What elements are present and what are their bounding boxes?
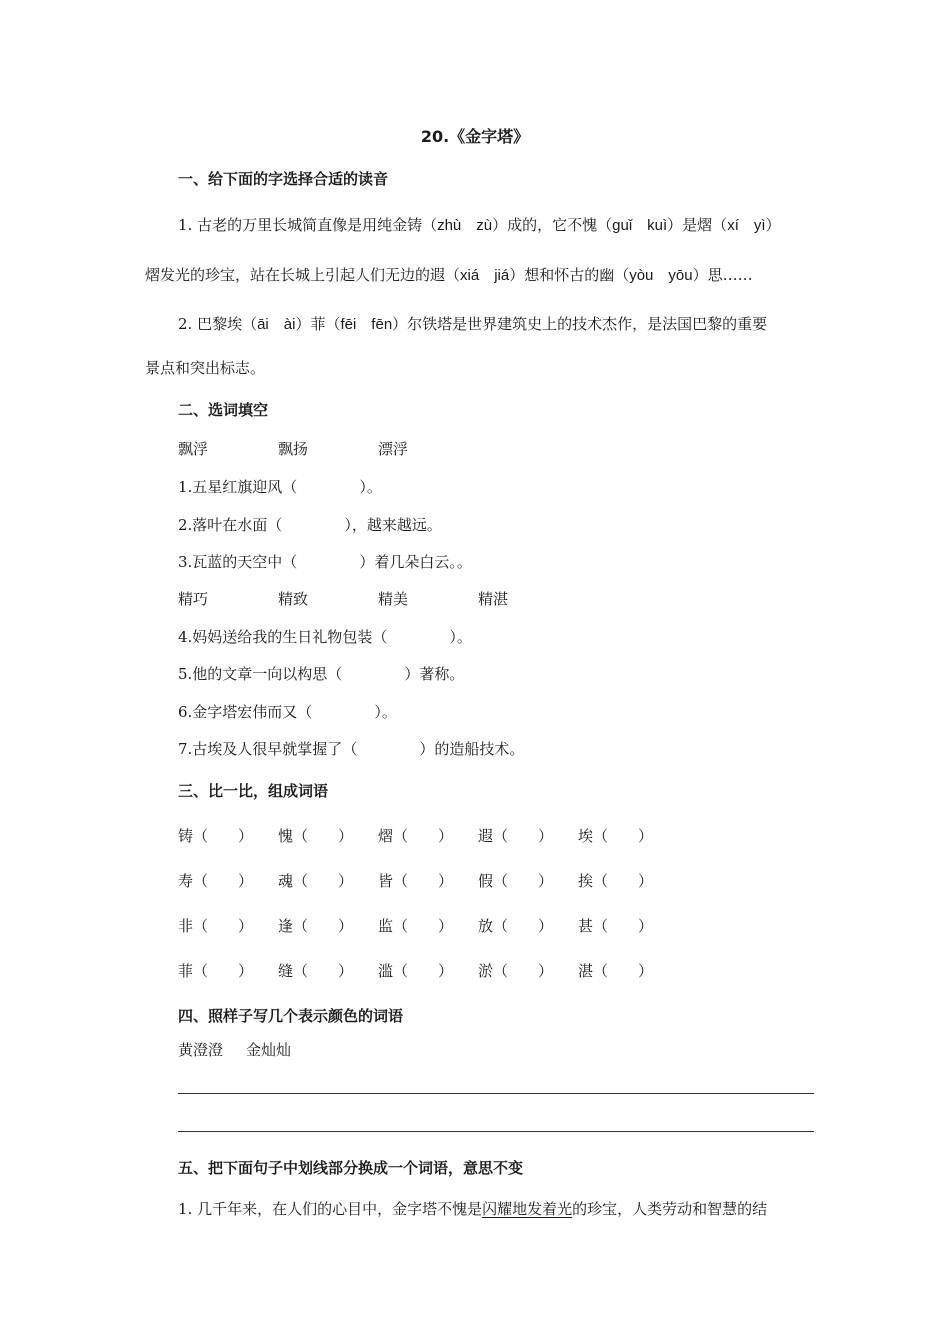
compare-cell <box>178 825 253 846</box>
fill-item-5: 5.他的文章一向以构思（ ）著称。 <box>178 665 465 683</box>
fill-item-1: 1.五星红旗迎风（ ）。 <box>178 478 382 496</box>
compare-char: 非 <box>178 917 194 935</box>
compare-cell <box>278 960 353 981</box>
s1-q2-line1: 2. 巴黎埃（āi ài）菲（fēi fēn）尔铁塔是世界建筑史上的技术杰作，是法国巴黎的重要 <box>178 315 768 333</box>
compare-char: 魂 <box>278 872 294 890</box>
page-title: 20.《金字塔》 <box>420 127 530 146</box>
s1-q1-line2: 熠发光的珍宝，站在长城上引起人们无边的遐（xiá jiá）想和怀古的幽（yòu yōu）思…… <box>145 266 753 284</box>
compare-char: 甚 <box>578 917 594 935</box>
compare-cell <box>578 960 653 981</box>
answer-blank: （ ） <box>193 827 254 845</box>
compare-cell <box>478 825 553 846</box>
word-bank-2-item: 精致 <box>278 590 309 608</box>
compare-char: 寿 <box>178 872 194 890</box>
answer-blank: （ ） <box>193 872 254 890</box>
compare-char: 放 <box>478 917 494 935</box>
compare-char: 淤 <box>478 962 494 980</box>
fill-item-3: 3.瓦蓝的天空中（ ）着几朵白云。。 <box>178 553 472 571</box>
answer-blank: （ ） <box>593 827 654 845</box>
compare-char: 湛 <box>578 962 594 980</box>
compare-cell <box>378 825 453 846</box>
section-2-heading: 二、选词填空 <box>178 401 269 419</box>
answer-line <box>178 1131 814 1132</box>
compare-char: 遐 <box>478 827 494 845</box>
compare-char: 监 <box>378 917 394 935</box>
compare-cell <box>478 870 553 891</box>
compare-cell <box>178 915 253 936</box>
word-bank-1-item: 漂浮 <box>378 440 409 458</box>
word-bank-1-item: 飘浮 <box>178 440 209 458</box>
section-3-heading: 三、比一比，组成词语 <box>178 782 329 800</box>
answer-blank: （ ） <box>393 962 454 980</box>
answer-blank: （ ） <box>493 917 554 935</box>
compare-char: 熠 <box>378 827 394 845</box>
word-bank-1-item: 飘扬 <box>278 440 309 458</box>
compare-cell <box>478 915 553 936</box>
section-4-heading: 四、照样子写几个表示颜色的词语 <box>178 1007 404 1025</box>
compare-cell <box>178 960 253 981</box>
compare-char: 菲 <box>178 962 194 980</box>
color-example: 金灿灿 <box>246 1041 292 1059</box>
answer-blank: （ ） <box>493 827 554 845</box>
answer-blank: （ ） <box>293 917 354 935</box>
compare-char: 逢 <box>278 917 294 935</box>
word-bank-2-item: 精湛 <box>478 590 509 608</box>
answer-blank: （ ） <box>593 962 654 980</box>
answer-blank: （ ） <box>393 872 454 890</box>
compare-char: 皆 <box>378 872 394 890</box>
answer-blank: （ ） <box>493 872 554 890</box>
compare-cell <box>578 825 653 846</box>
compare-char: 假 <box>478 872 494 890</box>
compare-cell <box>278 825 353 846</box>
color-example: 黄澄澄 <box>178 1041 224 1059</box>
word-bank-2-item: 精美 <box>378 590 409 608</box>
answer-blank: （ ） <box>293 872 354 890</box>
fill-item-4: 4.妈妈送给我的生日礼物包装（ ）。 <box>178 628 472 646</box>
compare-cell <box>478 960 553 981</box>
answer-blank: （ ） <box>193 917 254 935</box>
compare-char: 愧 <box>278 827 294 845</box>
underlined-phrase: 闪耀地发着光 <box>482 1200 573 1218</box>
compare-cell <box>378 870 453 891</box>
answer-blank: （ ） <box>293 827 354 845</box>
fill-item-6: 6.金字塔宏伟而又（ ）。 <box>178 703 397 721</box>
answer-blank: （ ） <box>593 872 654 890</box>
s1-q1-line1: 1. 古老的万里长城简直像是用纯金铸（zhù zù）成的，它不愧（guǐ kuì）是熠（xí yì） <box>178 216 781 234</box>
answer-blank: （ ） <box>593 917 654 935</box>
compare-char: 铸 <box>178 827 194 845</box>
compare-cell <box>278 915 353 936</box>
compare-cell <box>578 870 653 891</box>
section-1-heading: 一、给下面的字选择合适的读音 <box>178 170 389 188</box>
compare-cell <box>378 915 453 936</box>
compare-cell <box>578 915 653 936</box>
answer-blank: （ ） <box>493 962 554 980</box>
s1-q2-line2: 景点和突出标志。 <box>145 359 266 377</box>
compare-char: 挨 <box>578 872 594 890</box>
answer-line <box>178 1093 814 1094</box>
compare-cell <box>278 870 353 891</box>
compare-char: 埃 <box>578 827 594 845</box>
section-5-heading: 五、把下面句子中划线部分换成一个词语，意思不变 <box>178 1159 524 1177</box>
answer-blank: （ ） <box>393 827 454 845</box>
answer-blank: （ ） <box>193 962 254 980</box>
s5-q1-line1: 1. 几千年来，在人们的心目中，金字塔不愧是闪耀地发着光的珍宝，人类劳动和智慧的结 <box>178 1200 768 1218</box>
answer-blank: （ ） <box>293 962 354 980</box>
compare-char: 滥 <box>378 962 394 980</box>
compare-cell <box>378 960 453 981</box>
answer-blank: （ ） <box>393 917 454 935</box>
fill-item-7: 7.古埃及人很早就掌握了（ ）的造船技术。 <box>178 740 525 758</box>
compare-cell <box>178 870 253 891</box>
fill-item-2: 2.落叶在水面（ ），越来越远。 <box>178 516 442 534</box>
word-bank-2-item: 精巧 <box>178 590 209 608</box>
compare-char: 缝 <box>278 962 294 980</box>
